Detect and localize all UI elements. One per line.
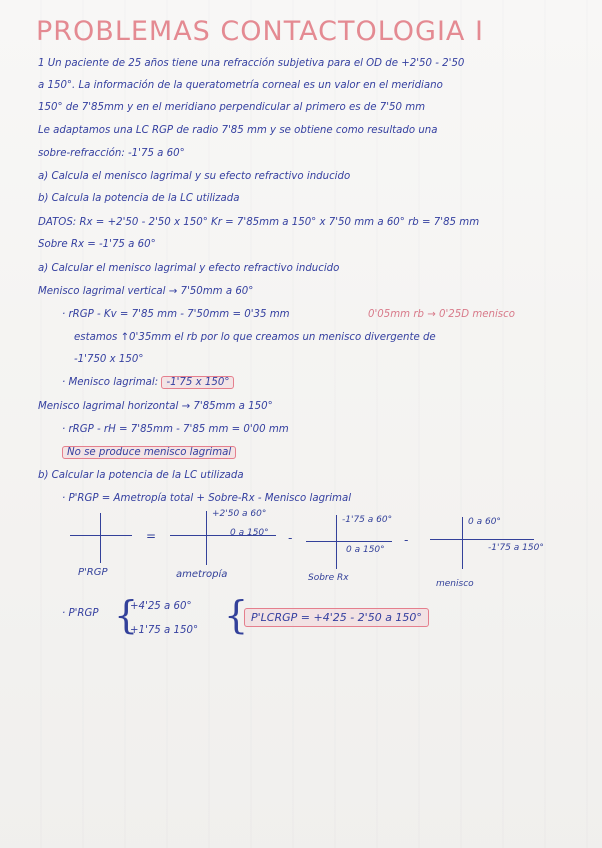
problem-line-3: 150° de 7'85mm y en el meridiano perpendicular al primero es de 7'50 mm bbox=[38, 102, 426, 113]
page-title: PROBLEMAS CONTACTOLOGIA I bbox=[36, 16, 484, 47]
sobre-rx-line: Sobre Rx = -1'75 a 60° bbox=[38, 239, 156, 250]
question-a: a) Calcula el menisco lagrimal y su efecto refractivo inducido bbox=[38, 171, 351, 182]
d2-right: 0 a 150° bbox=[230, 528, 269, 538]
problem-line-2: a 150°. La información de la queratometría corneal es un valor en el meridiano bbox=[38, 80, 443, 91]
menisco-lagrimal-label: · Menisco lagrimal: bbox=[62, 377, 159, 388]
final-result-box: P'LCRGP = +4'25 - 2'50 a 150° bbox=[244, 608, 429, 627]
no-meniscus-result bbox=[62, 446, 236, 460]
menisco-lagrimal-result bbox=[62, 376, 234, 390]
d4-top: 0 a 60° bbox=[468, 517, 501, 527]
final-result bbox=[244, 611, 429, 625]
equals-sign: = bbox=[146, 529, 157, 543]
minus-sign-2: - bbox=[404, 533, 409, 547]
d3-top: -1'75 a 60° bbox=[342, 515, 393, 525]
vertical-explanation: estamos ↑0'35mm el rb por lo que creamos un menisco divergente de bbox=[74, 332, 436, 343]
minus-sign-1: - bbox=[288, 531, 293, 545]
d2-label: ametropía bbox=[176, 569, 228, 580]
vertical-meniscus-heading: Menisco lagrimal vertical → 7'50mm a 60° bbox=[38, 286, 254, 297]
no-meniscus-box: No se produce menisco lagrimal bbox=[62, 446, 236, 459]
answer-b-heading: b) Calcular la potencia de la LC utilizada bbox=[38, 470, 244, 481]
final-value-2: +1'75 a 150° bbox=[130, 625, 199, 636]
d3-label: Sobre Rx bbox=[308, 573, 349, 583]
vertical-calc: · rRGP - Kv = 7'85 mm - 7'50mm = 0'35 mm bbox=[62, 309, 290, 320]
left-brace: { bbox=[114, 593, 139, 637]
d1-label: P'RGP bbox=[78, 567, 108, 578]
data-line: DATOS: Rx = +2'50 - 2'50 x 150° Kr = 7'85mm a 150° x 7'50 mm a 60° rb = 7'85 mm bbox=[38, 217, 480, 228]
menisco-lagrimal-box: -1'75 x 150° bbox=[161, 376, 234, 389]
question-b: b) Calcula la potencia de la LC utilizada bbox=[38, 193, 240, 204]
vertical-result: -1'750 x 150° bbox=[74, 354, 144, 365]
problem-line-4: Le adaptamos una LC RGP de radio 7'85 mm y se obtiene como resultado una bbox=[38, 125, 438, 136]
d3-right: 0 a 150° bbox=[346, 545, 385, 555]
d4-right: -1'75 a 150° bbox=[488, 543, 544, 553]
horizontal-calc: · rRGP - rH = 7'85mm - 7'85 mm = 0'00 mm bbox=[62, 424, 289, 435]
power-cross-diagram bbox=[0, 505, 602, 595]
b-formula: · P'RGP = Ametropía total + Sobre-Rx - Menisco lagrimal bbox=[62, 493, 352, 504]
final-value-1: +4'25 a 60° bbox=[130, 601, 192, 612]
horizontal-meniscus-heading: Menisco lagrimal horizontal → 7'85mm a 150° bbox=[38, 401, 273, 412]
problem-line-1: 1 Un paciente de 25 años tiene una refracción subjetiva para el OD de +2'50 - 2'50 bbox=[38, 58, 465, 69]
d2-top: +2'50 a 60° bbox=[212, 509, 267, 519]
problem-line-5: sobre-refracción: -1'75 a 60° bbox=[38, 148, 185, 159]
right-brace: { bbox=[224, 593, 249, 637]
vertical-note: 0'05mm rb → 0'25D menisco bbox=[368, 309, 515, 320]
d4-label: menisco bbox=[436, 579, 474, 589]
final-label: · P'RGP bbox=[62, 608, 99, 619]
answer-a-heading: a) Calcular el menisco lagrimal y efecto refractivo inducido bbox=[38, 263, 340, 274]
